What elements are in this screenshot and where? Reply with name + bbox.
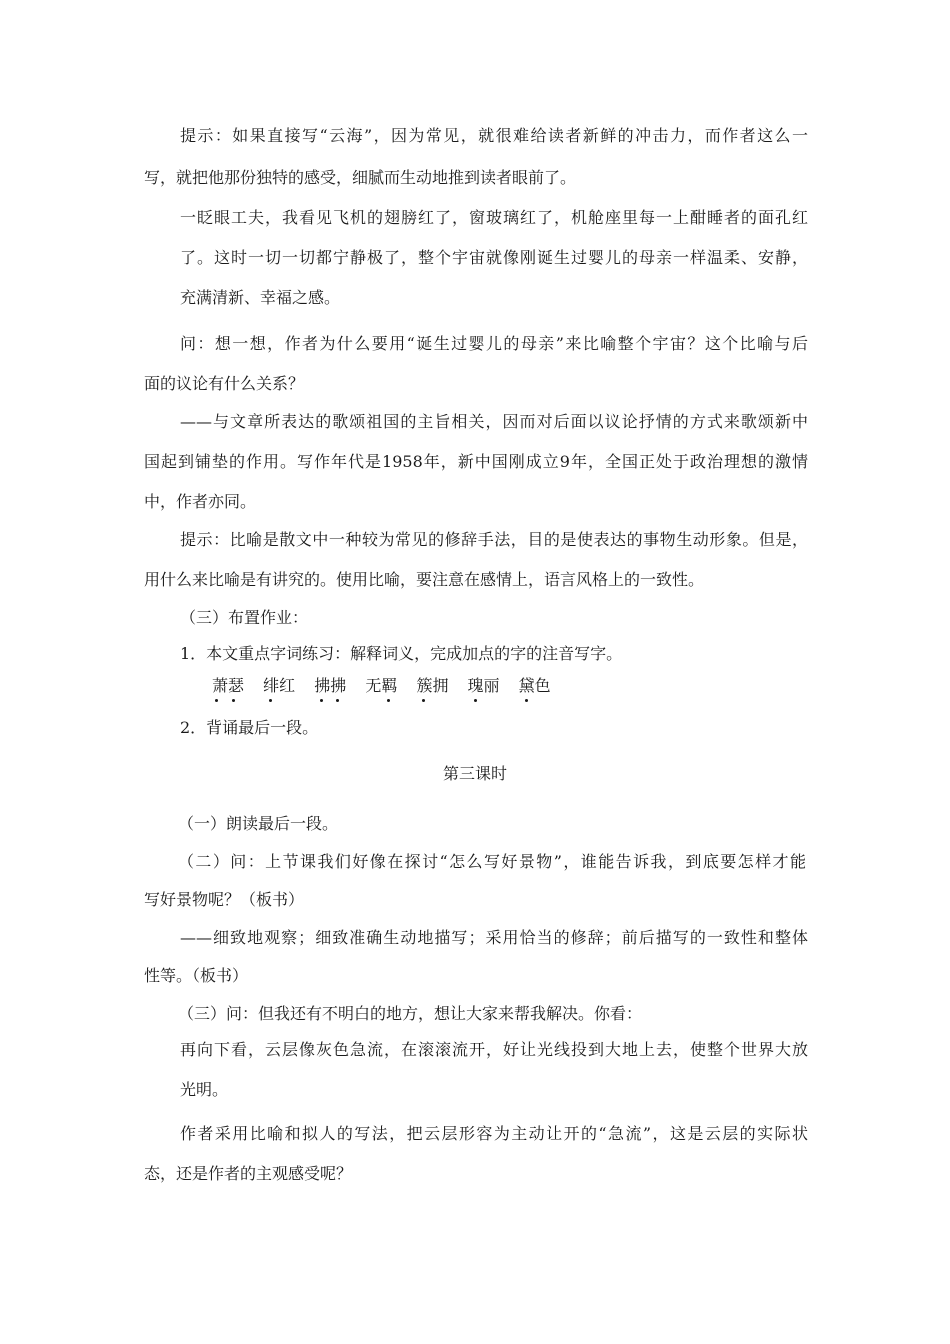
step-line: 写好景物呢？（板书） [144,890,305,909]
question-line: 作者采用比喻和拟人的写法，把云层形容为主动让开的“急流”，这是云层的实际状 [180,1124,808,1143]
step-line: （三）问：但我还有不明白的地方，想让大家来帮我解决。你看： [178,1004,643,1023]
vocab-word: 黛色 [519,676,551,696]
quote-line: 光明。 [180,1080,229,1099]
section-heading: （三）布置作业： [180,608,309,627]
quote-line: 一眨眼工夫，我看见飞机的翅膀红了，窗玻璃红了，机舱座里每一上酣睡者的面孔红 [180,208,808,227]
answer-line: ——细致地观察；细致准确生动地描写；采用恰当的修辞；前后描写的一致性和整体 [180,928,808,947]
vocab-word: 瑰丽 [468,676,500,696]
vocab-list [212,676,565,696]
paragraph-line: 写，就把他那份独特的感受，细腻而生动地推到读者眼前了。 [144,168,577,187]
vocab-word: 萧瑟 [212,676,244,696]
vocab-word: 拂拂 [314,676,346,696]
vocab-word: 无羁 [365,676,397,696]
homework-item: 1．本文重点字词练习：解释词义，完成加点的字的注音写字。 [180,644,623,663]
question-line: 态，还是作者的主观感受呢？ [144,1164,353,1183]
hint-line: 提示：比喻是散文中一种较为常见的修辞手法，目的是使表达的事物生动形象。但是， [180,530,808,549]
question-line: 面的议论有什么关系？ [144,374,305,393]
answer-line: 国起到铺垫的作用。写作年代是1958年，新中国刚成立9年，全国正处于政治理想的激情 [144,452,808,471]
step-line: （二）问：上节课我们好像在探讨“怎么写好景物”，谁能告诉我，到底要怎样才能 [178,852,806,871]
quote-line: 再向下看，云层像灰色急流，在滚滚流开，好让光线投到大地上去，使整个世界大放 [180,1040,808,1059]
lesson-title: 第三课时 [442,764,507,783]
vocab-word: 绯红 [263,676,295,696]
quote-line: 充满清新、幸福之感。 [180,288,341,307]
vocab-word: 簇拥 [416,676,448,696]
question-line: 问：想一想，作者为什么要用“诞生过婴儿的母亲”来比喻整个宇宙？这个比喻与后 [180,334,808,353]
paragraph-line: 提示：如果直接写“云海”，因为常见，就很难给读者新鲜的冲击力，而作者这么一 [180,126,808,145]
hint-line: 用什么来比喻是有讲究的。使用比喻，要注意在感情上，语言风格上的一致性。 [144,570,705,589]
homework-item: 2．背诵最后一段。 [180,718,319,737]
quote-line: 了。这时一切一切都宁静极了，整个宇宙就像刚诞生过婴儿的母亲一样温柔、安静， [180,248,808,267]
answer-line: 中，作者亦同。 [144,492,257,511]
answer-line: 性等。（板书） [144,966,249,985]
answer-line: ——与文章所表达的歌颂祖国的主旨相关，因而对后面以议论抒情的方式来歌颂新中 [180,412,808,431]
step-line: （一）朗读最后一段。 [178,814,339,833]
